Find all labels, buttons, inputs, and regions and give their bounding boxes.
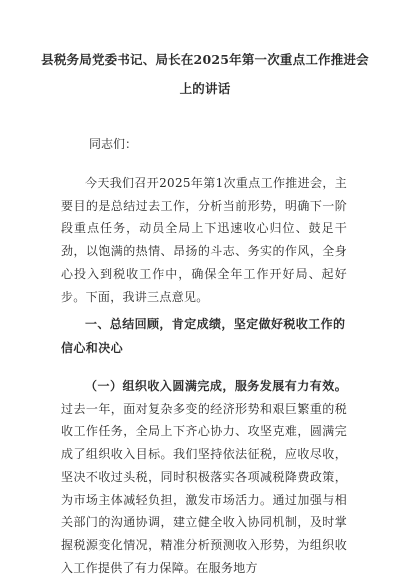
- subsection-lead: （一）组织收入圆满完成，服务发展有力有效。: [85, 379, 347, 393]
- salutation: 同志们：: [89, 137, 138, 151]
- subsection-paragraph-1: [61, 375, 347, 579]
- opening-paragraph: 今天我们召开2025年第1次重点工作推进会，主要目的是总结过去工作，分析当前形势，明确下一阶段重点任务，动员全局上下迅速收心归位、鼓足干劲，以饱满的热情、昂扬的斗志、务实的作风，全身心投入到税收工作中，确保全年工作开好局、起好步。下面，我讲三点意见。: [61, 176, 347, 304]
- document-title: [40, 45, 370, 103]
- subsection-body: 过去一年，面对复杂多变的经济形势和艰巨繁重的税收工作任务，全局上下齐心协力、攻坚克难，圆满完成了组织收入目标。我们坚持依法征税，应收尽收，坚决不收过头税，同时积极落实各项减税降费政策，为市场主体减轻负担，激发市场活力。通过加强与相关部门的沟通协调，建立健全收入协同机制，及时掌握税源变化情况，精准分析预测收入形势，为组织收入工作提供了有力保障。在服务地方: [61, 401, 347, 575]
- section-heading-1: 一、总结回顾，肯定成绩，坚定做好税收工作的信心和决心: [61, 317, 346, 355]
- title-line-1: 县税务局党委书记、局长在2025年第一次重点工作推进会: [41, 52, 369, 67]
- title-line-2: 上的讲话: [179, 81, 231, 96]
